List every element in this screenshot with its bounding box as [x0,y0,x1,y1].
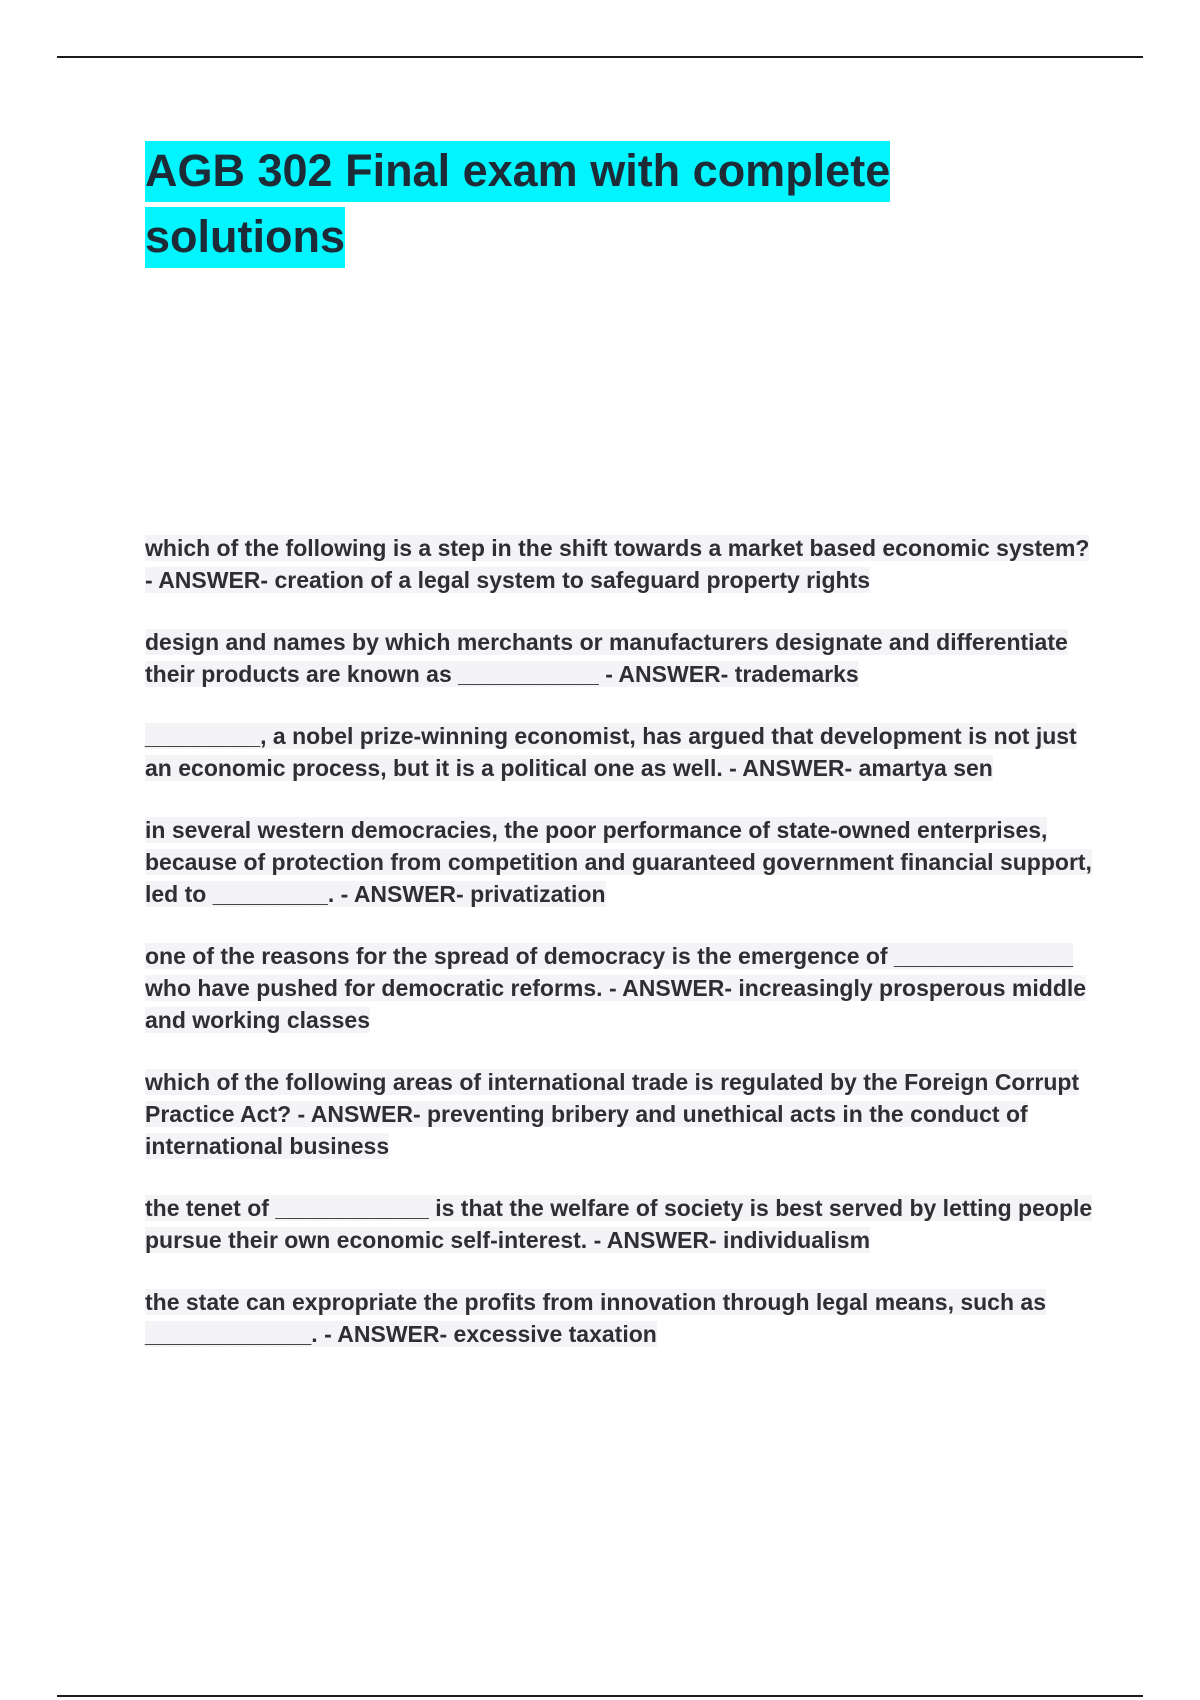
qa-text: _________, a nobel prize-winning economist, has argued that development is not just an economic process, but it is a political one as well. - ANSWER- amartya sen [145,723,1077,781]
qa-item [145,1192,1095,1256]
document-title [145,138,1045,270]
bottom-rule [57,1695,1143,1697]
top-rule [57,56,1143,58]
qa-list [145,532,1095,1380]
qa-item [145,1066,1095,1162]
qa-text: the state can expropriate the profits from innovation through legal means, such as _____________. - ANSWER- excessive taxation [145,1289,1046,1347]
qa-text: one of the reasons for the spread of democracy is the emergence of ______________ who have pushed for democratic reforms. - ANSWER- increasingly prosperous middle and working classes [145,943,1087,1033]
qa-text: in several western democracies, the poor performance of state-owned enterprises, because of protection from competition and guaranteed government financial support, led to _________. - ANSWER- privatization [145,817,1092,907]
qa-item [145,814,1095,910]
qa-item [145,720,1095,784]
title-highlight: AGB 302 Final exam with complete solutions [145,141,890,268]
qa-item [145,1286,1095,1350]
qa-item [145,626,1095,690]
qa-text: design and names by which merchants or manufacturers designate and differentiate their products are known as ___________ - ANSWER- trademarks [145,629,1068,687]
qa-item [145,940,1095,1036]
qa-item [145,532,1095,596]
qa-text: which of the following areas of international trade is regulated by the Foreign Corrupt Practice Act? - ANSWER- preventing bribery and unethical acts in the conduct of international business [145,1069,1080,1159]
qa-text: which of the following is a step in the shift towards a market based economic system? - ANSWER- creation of a legal system to safeguard property rights [145,535,1090,593]
qa-text: the tenet of ____________ is that the welfare of society is best served by letting people pursue their own economic self-interest. - ANSWER- individualism [145,1195,1093,1253]
